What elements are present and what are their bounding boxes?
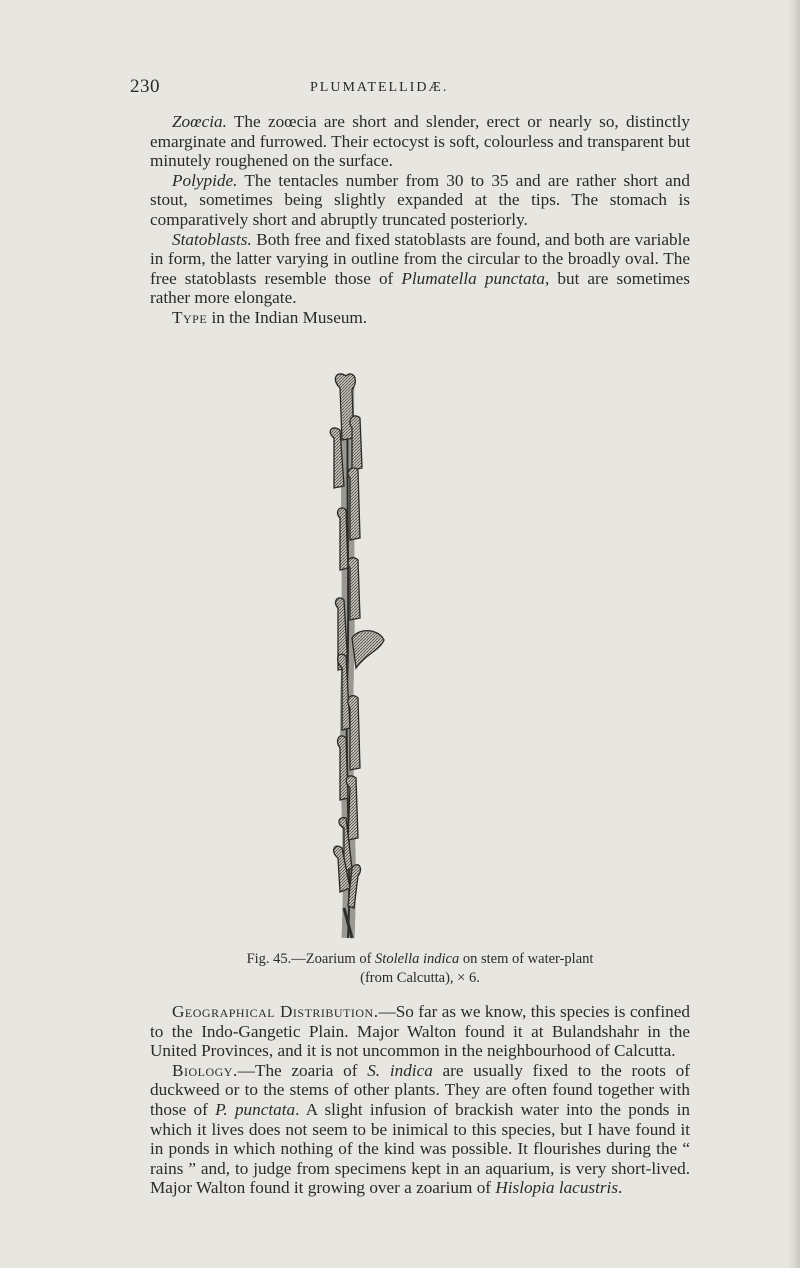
- heading-biology: Biology.: [172, 1060, 238, 1080]
- species-name: Plumatella punctata: [401, 268, 545, 288]
- heading-type: Type: [172, 307, 208, 327]
- page-number: 230: [130, 76, 160, 97]
- paragraph-zooecia: [150, 112, 690, 171]
- caption-prefix: Fig. 45.—Zoarium of: [246, 951, 376, 967]
- paragraph-type: [150, 308, 690, 328]
- running-head: PLUMATELLIDÆ.: [310, 80, 449, 95]
- text-statoblasts: Both free and fixed statoblasts are found, and both are variable in form, the latter varying in outline from the circular to the broadly oval. The free statoblasts resemble those of: [150, 229, 690, 288]
- text-biology-1: —The zoaria of: [237, 1060, 368, 1080]
- species-hislopia: Hislopia lacustris: [495, 1178, 619, 1198]
- text-distribution: —So far as we know, this species is confined to the Indo-Gangetic Plain. Major Walton found it at Bulandshahr in the United Provinces, and it is not uncommon in the neighbourhood of Calcutta.: [150, 1002, 690, 1061]
- distribution-and-biology: [150, 1002, 690, 1198]
- paragraph-biology: [150, 1061, 690, 1198]
- caption-rest: on stem of water-plant: [459, 951, 594, 967]
- figure-caption: [190, 950, 650, 988]
- text-polypide: The tentacles number from 30 to 35 and are rather short and stout, sometimes being slightly expanded at the tips. The stomach is comparatively short and abruptly truncated posteriorly.: [150, 170, 690, 229]
- species-s-indica: S. indica: [367, 1060, 433, 1080]
- caption-species: Stolella indica: [375, 951, 460, 967]
- heading-statoblasts: Statoblasts.: [172, 229, 252, 249]
- caption-line-1: [190, 950, 650, 969]
- figure-zoarium: [300, 368, 410, 1008]
- running-header: [130, 76, 650, 100]
- text-biology-4: .: [618, 1178, 623, 1198]
- text-zooecia: The zoœcia are short and slender, erect or nearly so, distinctly emarginate and furrowed. Their ectocyst is soft, colourless and transparent but minutely roughened on the surface.: [150, 112, 690, 171]
- caption-line-2: (from Calcutta), × 6.: [360, 970, 480, 986]
- page-edge: [788, 0, 800, 1268]
- text-biology-3: . A slight infusion of brackish water into the ponds in which it lives does not seem to be inimical to this species, but I have found it in ponds in which nothing of the kind was possible. It flourishes during the “ rains ” and, to judge from specimens kept in an aquarium, is very short-lived. Major Walton found it growing over a zoarium of: [150, 1099, 690, 1198]
- paragraph-statoblasts: [150, 230, 690, 308]
- paragraph-distribution: [150, 1002, 690, 1061]
- heading-zooecia: Zoœcia.: [172, 112, 227, 131]
- text-statoblasts-end: , but are sometimes rather more elongate.: [150, 268, 690, 308]
- text-biology-2: are usually fixed to the roots of duckweed or to the stems of other plants. They are often found together with those of: [150, 1060, 690, 1119]
- species-description: [150, 112, 690, 328]
- zooecia-cluster: [330, 374, 384, 908]
- paragraph-polypide: [150, 171, 690, 230]
- species-p-punctata: P. punctata: [215, 1099, 296, 1119]
- zoarium-illustration: [300, 368, 410, 948]
- heading-distribution: Geographical Distribution.: [172, 1002, 379, 1021]
- text-type: in the Indian Museum.: [207, 307, 368, 327]
- heading-polypide: Polypide.: [172, 170, 238, 190]
